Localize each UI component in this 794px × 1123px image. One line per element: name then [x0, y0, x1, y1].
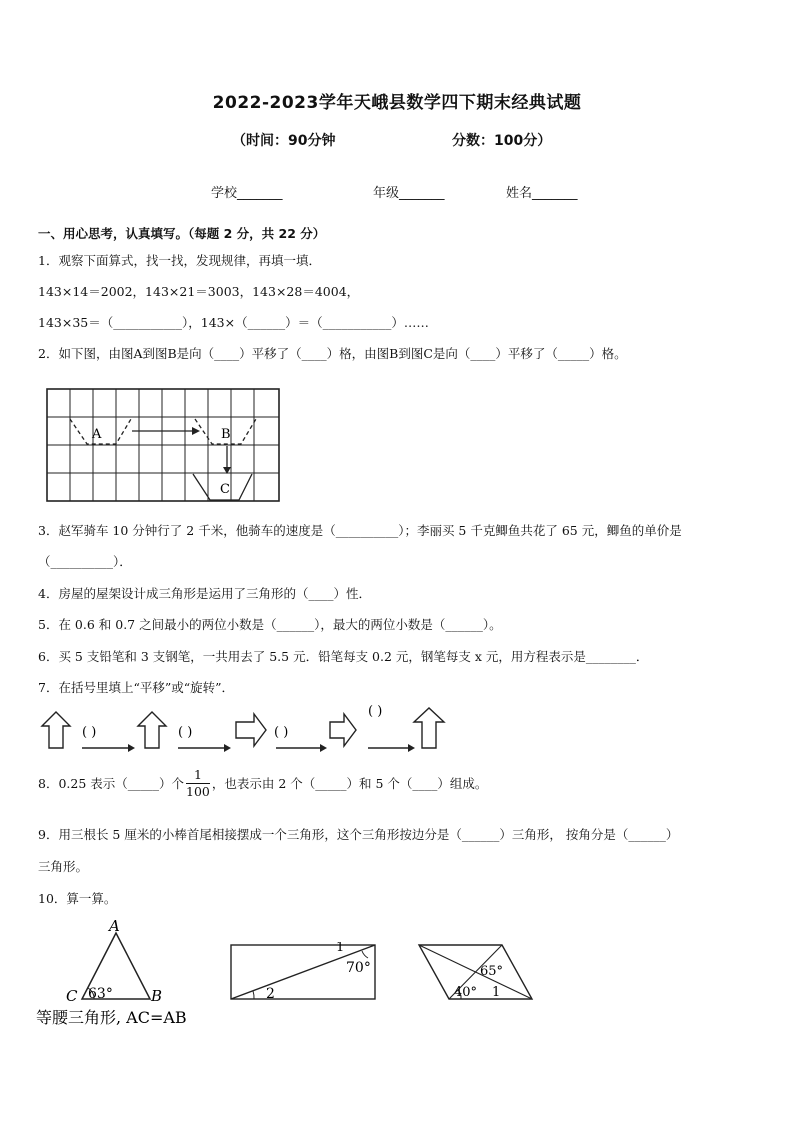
- grade-field: 年级_______: [373, 186, 445, 201]
- q8-text-before: 8．0.25 表示（_____）个: [38, 776, 185, 791]
- question-9-line1: 9．用三根长 5 厘米的小棒首尾相接摆成一个三角形，这个三角形按边分是（______）三角形， 按角分是（______）: [38, 827, 679, 842]
- right-arrow-icon: [330, 714, 356, 746]
- isosceles-triangle-figure: [36, 915, 216, 1030]
- grid-label-c: C: [220, 482, 230, 497]
- page-title: 2022-2023学年天峨县数学四下期末经典试题: [212, 93, 582, 113]
- school-field: 学校_______: [211, 186, 283, 201]
- triangle-caption: 等腰三角形, AC=AB: [36, 1008, 187, 1027]
- grid-figure: [46, 388, 282, 504]
- vertex-b-label: B: [151, 987, 163, 1005]
- question-7: 7．在括号里填上“平移”或“旋转”．: [38, 680, 235, 695]
- q8-text-after: ，也表示由 2 个（_____）和 5 个（____）组成。: [211, 776, 488, 791]
- parallelogram-figure: [414, 942, 538, 1004]
- vertex-c-label: C: [66, 987, 78, 1005]
- right-arrow-icon: [236, 714, 266, 746]
- question-1-line2: 143×35＝（___________），143×（______）＝（___________）……: [38, 315, 429, 330]
- angle-63-label: 63°: [88, 986, 113, 1002]
- question-8: [38, 763, 487, 803]
- angle-1-label: 1: [492, 985, 501, 1000]
- question-1-line1: 143×14＝2002，143×21＝3003，143×28＝4004，: [38, 284, 360, 299]
- arrow-sequence-figure: [38, 702, 458, 754]
- time-limit: （时间：90分钟: [232, 133, 336, 149]
- up-arrow-icon: [414, 708, 444, 748]
- angle-40-label: 40°: [454, 985, 478, 1000]
- q7-blank-3: ( ): [274, 725, 289, 740]
- fraction-denominator: 100: [186, 783, 210, 799]
- section-heading: 一、用心思考，认真填写。（每题 2 分，共 22 分）: [38, 226, 326, 241]
- fraction-one-hundredth: [186, 767, 210, 800]
- question-6: 6．买 5 支铅笔和 3 支钢笔，一共用去了 5.5 元．铅笔每支 0.2 元，钢笔每支 x 元，用方程表示是________．: [38, 649, 649, 664]
- question-1-intro: 1．观察下面算式，找一找，发现规律，再填一填．: [38, 253, 321, 268]
- fraction-numerator: 1: [186, 767, 210, 784]
- grid-label-a: A: [92, 427, 102, 442]
- question-5: 5．在 0.6 和 0.7 之间最小的两位小数是（______），最大的两位小数是（______）。: [38, 617, 502, 632]
- up-arrow-icon: [42, 712, 70, 748]
- angle-2-label: 2: [266, 986, 275, 1002]
- question-9-line2: 三角形。: [38, 859, 89, 874]
- q7-blank-1: ( ): [82, 725, 97, 740]
- grid-label-b: B: [221, 427, 231, 442]
- question-2: 2．如下图，由图A到图B是向（____）平移了（____）格，由图B到图C是向（____）平移了（_____）格。: [38, 346, 627, 361]
- angle-65-label: 65°: [480, 964, 504, 979]
- up-arrow-icon: [138, 712, 166, 748]
- question-4: 4．房屋的屋架设计成三角形是运用了三角形的（____）性．: [38, 586, 371, 601]
- rectangle-diagonal-figure: [228, 942, 380, 1004]
- vertex-a-label: A: [109, 917, 120, 935]
- q7-blank-4: ( ): [368, 704, 383, 719]
- angle-70-label: 70°: [346, 960, 371, 976]
- question-3-line2: （__________）．: [38, 554, 132, 569]
- question-10: 10．算一算。: [38, 891, 117, 906]
- angle-1-label: 1: [336, 942, 345, 955]
- total-score: 分数：100分）: [452, 133, 552, 149]
- question-3-line1: 3．赵军骑车 10 分钟行了 2 千米，他骑车的速度是（__________）；李丽买 5 千克鲫鱼共花了 65 元，鲫鱼的单价是: [38, 523, 682, 538]
- q7-blank-2: ( ): [178, 725, 193, 740]
- name-field: 姓名_______: [506, 186, 578, 201]
